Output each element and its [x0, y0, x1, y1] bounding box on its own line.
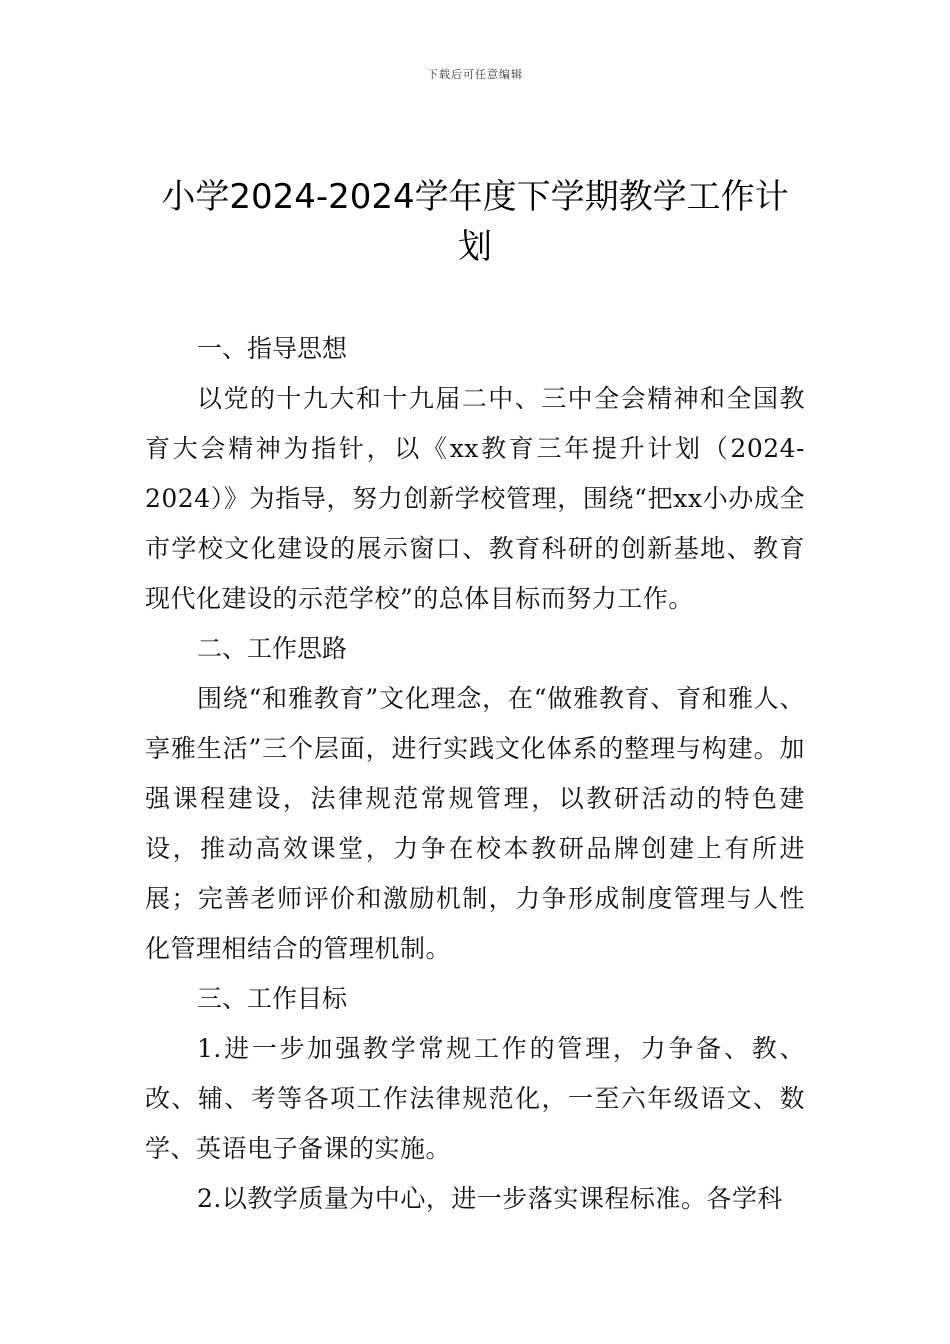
list-item-goal-2: 2.以教学质量为中心，进一步落实课程标准。各学科	[197, 1184, 783, 1213]
paragraph-guiding-ideology: 以党的十九大和十九届二中、三中全会精神和全国教育大会精神为指针，以《xx教育三年提升计划（2024-2024）》为指导，努力创新学校管理，围绕“把xx小办成全市学校文化建设的展示窗口、教育科研的创新基地、教育现代化建设的示范学校”的总体目标而努力工作。	[145, 384, 805, 613]
paragraph-work-approach: 围绕“和雅教育”文化理念，在“做雅教育、育和雅人、享雅生活”三个层面，进行实践文化体系的整理与构建。加强课程建设，法律规范常规管理，以教研活动的特色建设，推动高效课堂，力争在校本教研品牌创建上有所进展；完善老师评价和激励机制，力争形成制度管理与人性化管理相结合的管理机制。	[145, 684, 805, 963]
document-body	[145, 324, 805, 1224]
section-heading-guiding-ideology: 一、指导思想	[197, 334, 348, 363]
section-heading-work-goals: 三、工作目标	[197, 984, 348, 1013]
section-heading-work-approach: 二、工作思路	[197, 634, 348, 663]
header-note: 下载后可任意编辑	[427, 68, 523, 81]
document-title: 小学2024-2024学年度下学期教学工作计划	[161, 177, 789, 267]
list-item-goal-1: 1.进一步加强教学常规工作的管理，力争备、教、改、辅、考等各项工作法律规范化，一至六年级语文、数学、英语电子备课的实施。	[145, 1034, 805, 1163]
